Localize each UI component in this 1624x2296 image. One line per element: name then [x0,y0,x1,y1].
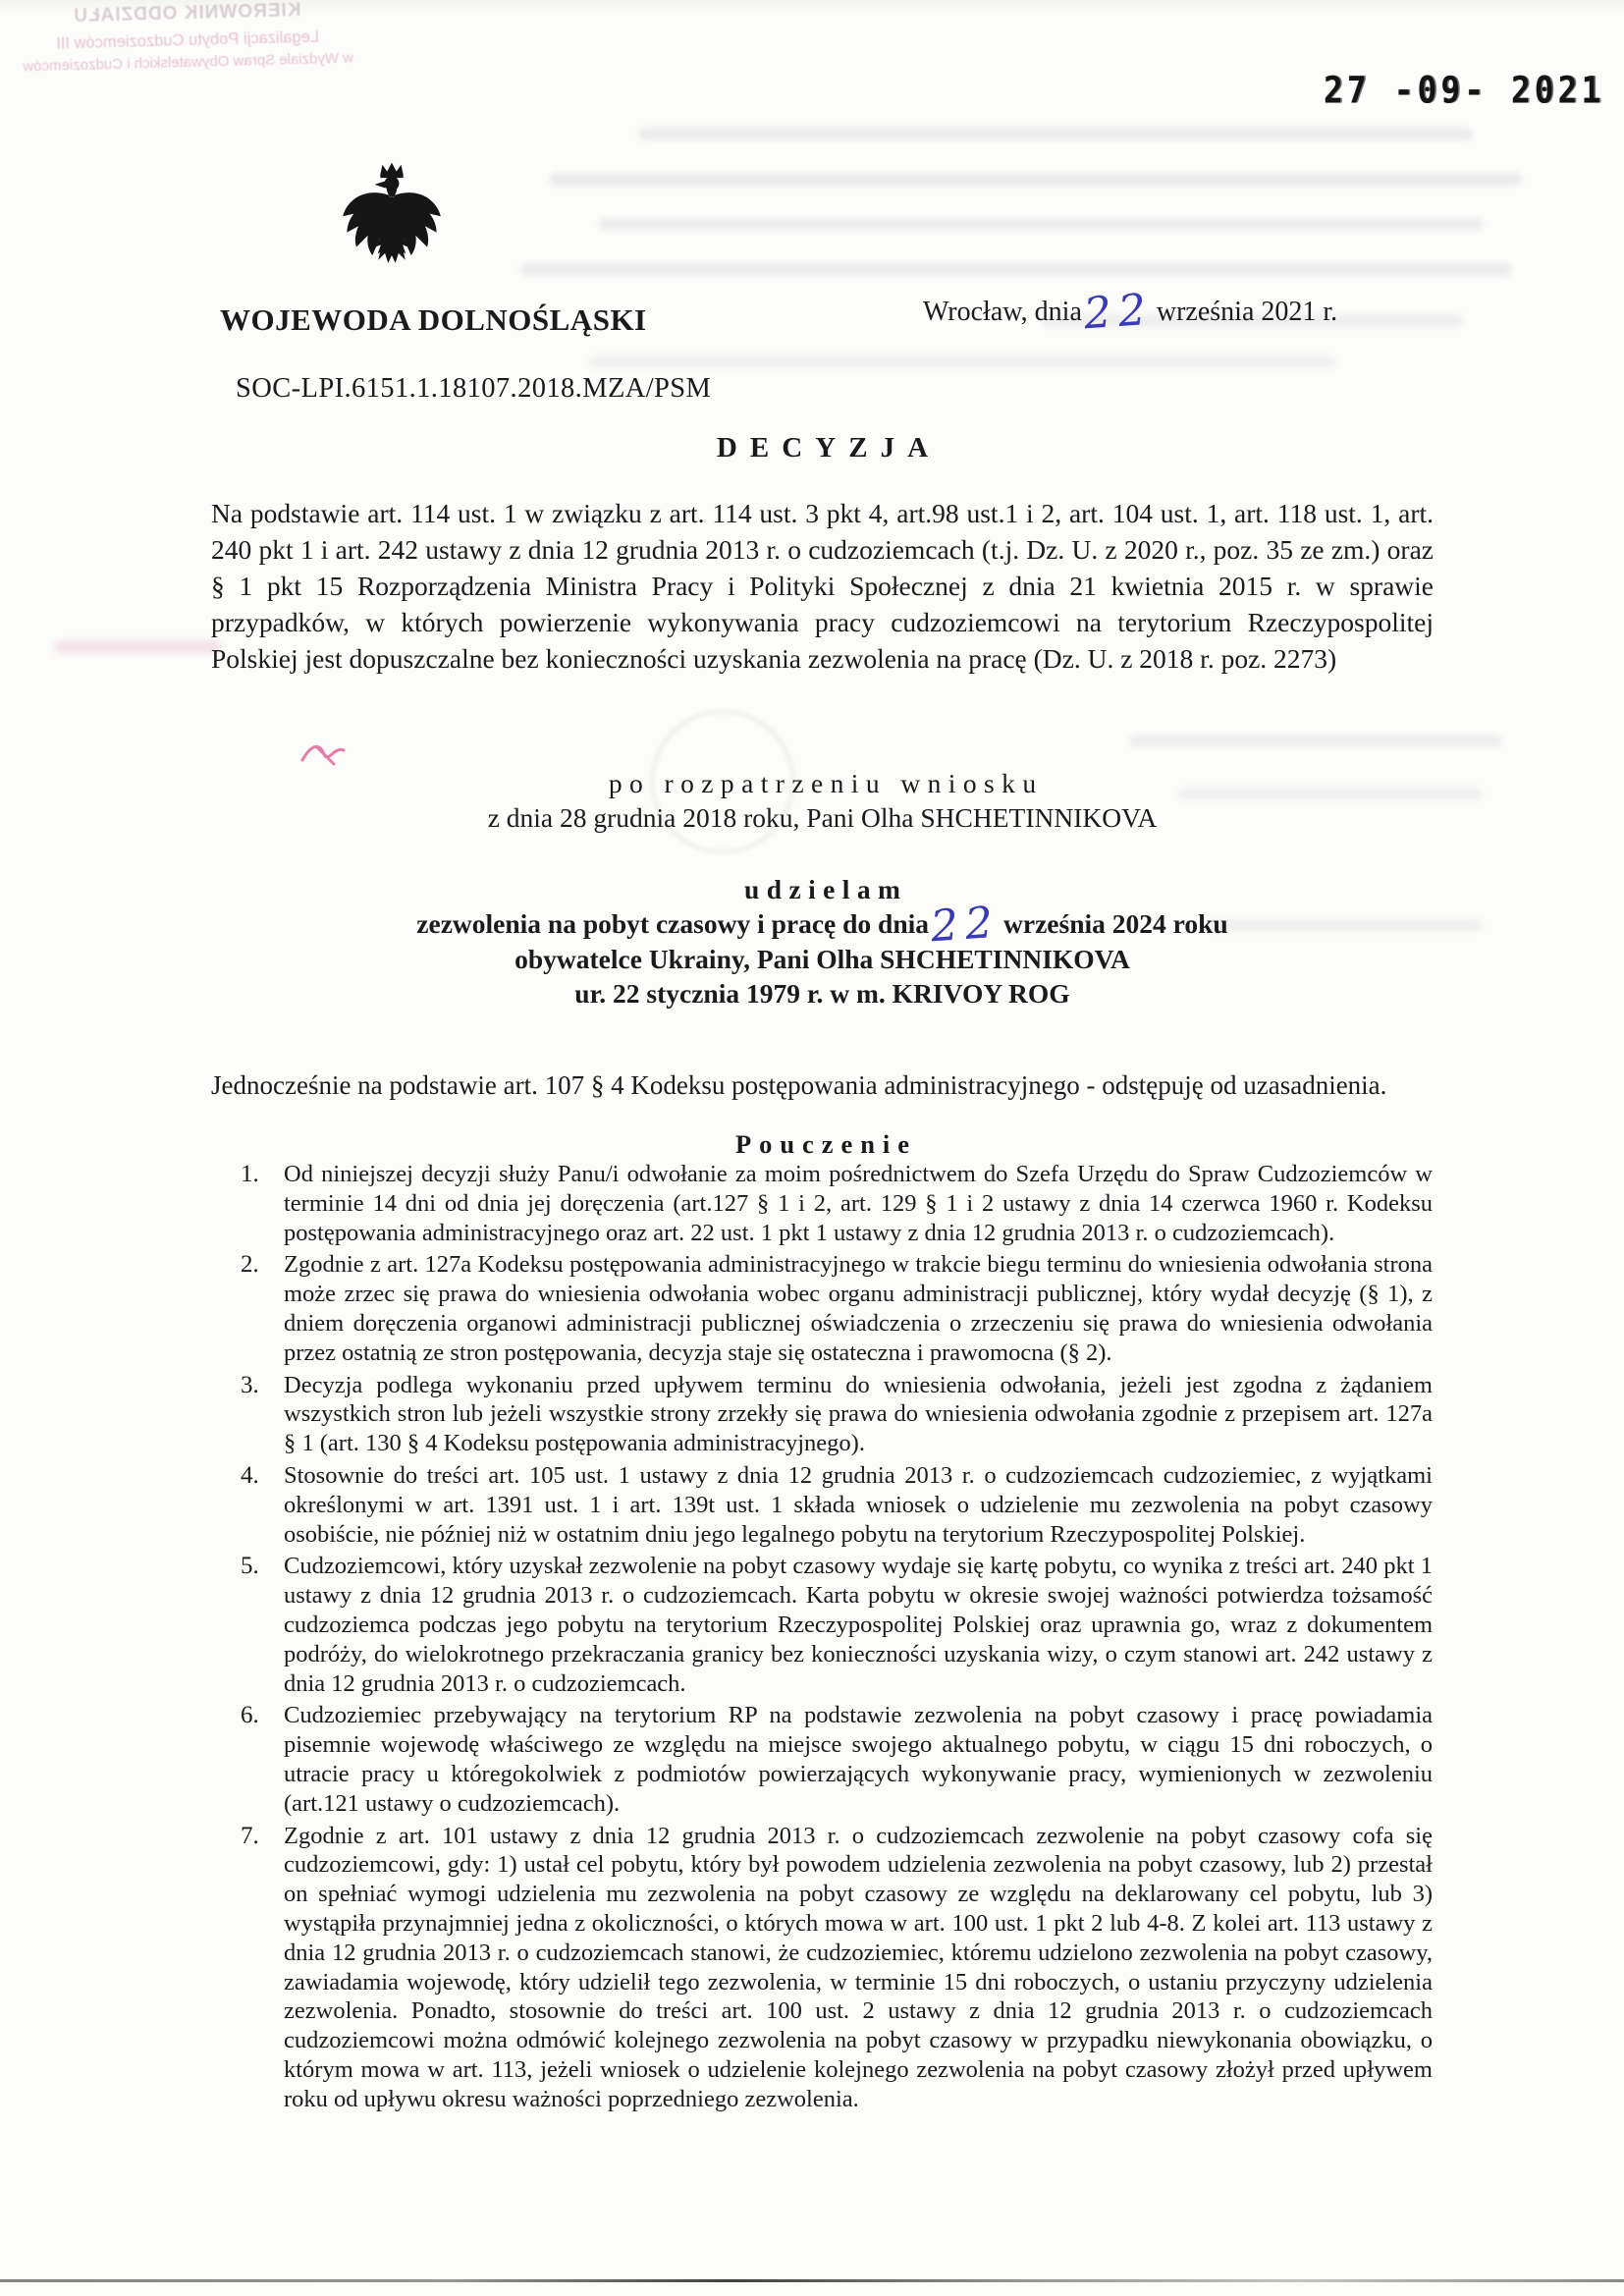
date-received-stamp: 27 -09- 2021 [1324,68,1605,112]
instruction-item: Zgodnie z art. 127a Kodeksu postępowania administracyjnego w trakcie biegu terminu do wniesienia odwołania strona może zrzec się prawa do wniesienia odwołania wobec organu administracji publicznej, który wydał decyzję (§ 1), z dniem doręczenia organowi administracji publicznej oświadczenia o zrzeczeniu się prawa do wniesienia odwołania przez ostatnią ze stron postępowania, decyzja staje się ostateczna i prawomocna (§ 2). [284,1251,1433,1366]
bleedthrough-pink-fragment [54,640,221,654]
grant-line-birth: ur. 22 stycznia 1979 r. w m. KRIVOY ROG [574,978,1070,1009]
legal-basis-paragraph: Na podstawie art. 114 ust. 1 w związku z art. 114 ust. 3 pkt 4, art.98 ust.1 i 2, art. 104 ust. 1, art. 118 ust. 1, art. 240 pkt 1 i art. 242 ustawy z dnia 12 grudnia 2013 r. o cudzoziemcach (t.j. Dz. U. z 2020 r., poz. 35 ze zm.) oraz § 1 pkt 15 Rozporządzenia Ministra Pracy i Polityki Społecznej z dnia 21 kwietnia 2015 r. w sprawie przypadków, w których powierzenie wykonywania pracy cudzoziemcowi na terytorium Rzeczypospolitej Polskiej jest dopuszczalne bez konieczności uzyskania zezwolenia na pracę (Dz. U. z 2018 r. poz. 2273) [211,498,1434,674]
instruction-heading: Pouczenie [735,1129,917,1159]
polish-eagle-emblem-icon [340,155,444,287]
bleedthrough-stamp-line: KIEROWNIK ODDZIAŁU [73,0,301,27]
eagle-crown [380,163,403,175]
handwritten-day-expiry: 22 [929,897,1001,953]
grant-heading: udzielam [744,874,908,904]
grant-line-permit [211,897,1434,953]
grant-prefix: zezwolenia na pobyt czasowy i pracę do dnia [416,908,930,939]
bleedthrough-line [589,355,1335,368]
bleedthrough-stamp-line: Legalizacji Pobytu Cudzoziemców III [55,27,320,53]
grant-suffix: września 2024 roku [1003,908,1228,939]
issuing-authority: WOJEWODA DOLNOŚLĄSKI [220,302,647,337]
scan-artifact-line [0,2279,1624,2282]
bleedthrough-line [1129,735,1502,747]
bleedthrough-line [550,173,1522,186]
instruction-list [239,1160,1433,2117]
instruction-item: Cudzoziemcowi, który uzyskał zezwolenie na pobyt czasowy wydaje się kartę pobytu, co wynika z treści art. 240 pkt 1 ustawy z dnia 12 grudnia 2013 r. o cudzoziemcach. Karta pobytu w okresie swojej ważności potwierdza tożsamość cudzoziemca podczas jego pobytu na terytorium Rzeczypospolitej Polskiej oraz uprawnia go, wraz z dokumentem podróży, do wielokrotnego przekraczania granicy bez konieczności uzyskania wizy, o czym stanowi art. 242 ustawy z dnia 12 grudnia 2013 r. o cudzoziemcach. [284,1553,1433,1697]
place-and-date-line [923,284,1338,340]
bleedthrough-stamp-line: w Wydziale Spraw Obywatelskich i Cudzoziemców [23,49,354,76]
after-review-line: po rozpatrzeniu wniosku [608,768,1044,798]
bleedthrough-line [599,218,1483,231]
justification-waiver: Jednocześnie na podstawie art. 107 § 4 Kodeksu postępowania administracyjnego - odstępuję od uzasadnienia. [211,1070,1387,1100]
instruction-item: Decyzja podlega wykonaniu przed upływem terminu do wniesienia odwołania, jeżeli jest zgodna z żądaniem wszystkich stron lub jeżeli wszystkie strony zrzekły się prawa do wniesienia odwołania zgodnie z przepisem art. 127a § 1 (art. 130 § 4 Kodeksu postępowania administracyjnego). [284,1371,1433,1457]
decision-title: DECYZJA [716,432,942,464]
bleedthrough-line [638,128,1473,140]
bleedthrough-line [520,263,1512,276]
grant-line-citizen: obywatelce Ukrainy, Pani Olha SHCHETINNIKOVA [514,944,1130,974]
instruction-item: Cudzoziemiec przebywający na terytorium RP na podstawie zezwolenia na pobyt czasowy i pracę powiadamia pisemnie wojewodę właściwego ze względu na miejsce swojego aktualnego pobytu, w ciągu 15 dni roboczych, o utracie pracy u któregokolwiek z podmiotów powierzających wykonywanie pracy, wymienionych w zezwoleniu (art.121 ustawy o cudzoziemcach). [284,1702,1433,1817]
instruction-item: Stosownie do treści art. 105 ust. 1 ustawy z dnia 12 grudnia 2013 r. o cudzoziemcach cudzoziemiec, z wyjątkami określonymi w art. 1391 ust. 1 i art. 139t ust. 1 składa wniosek o udzielenie mu zezwolenia na pobyt czasowy osobiście, nie później niż w ostatnim dniu jego legalnego pobytu na terytorium Rzeczypospolitej Polskiej. [284,1461,1433,1548]
eagle-beak [375,181,386,188]
instruction-item: Zgodnie z art. 101 ustawy z dnia 12 grudnia 2013 r. o cudzoziemcach zezwolenie na pobyt czasowy cofa się cudzoziemcowi, gdy: 1) ustał cel pobytu, który był powodem udzielenia zezwolenia na pobyt czasowy, lub 2) przestał on spełniać wymogi udzielenia mu zezwolenia na pobyt czasowy ze względu na deklarowany cel pobytu, lub 3) wystąpiła przynajmniej jedna z okoliczności, o których mowa w art. 100 ust. 1 pkt 2 lub 4-8. Z kolei art. 113 ustawy z dnia 12 grudnia 2013 r. o cudzoziemcach stanowi, że cudzoziemiec, któremu udzielono zezwolenia na pobyt czasowy, zawiadamia wojewodę, który udzielił tego zezwolenia, w terminie 15 dni roboczych, o ustaniu przyczyny udzielenia zezwolenia. Ponadto, stosownie do treści art. 100 ust. 2 ustawy z dnia 12 grudnia 2013 r. o cudzoziemcach cudzoziemcowi można odmówić kolejnego zezwolenia na pobyt czasowy w przypadku niewykonania obowiązku, o którym mowa w art. 113, jeżeli wniosek o udzielenie kolejnego zezwolenia na pobyt czasowy złożył przed upływem roku od upływu okresu ważności poprzedniego zezwolenia. [284,1822,1433,2112]
case-number: SOC-LPI.6151.1.18107.2018.MZA/PSM [236,373,712,404]
bleedthrough-office-stamp [0,0,376,80]
instruction-item: Od niniejszej decyzji służy Panu/i odwołanie za moim pośrednictwem do Szefa Urzędu do Spraw Cudzoziemców w terminie 14 dni od dnia jej doręczenia (art.127 § 1 i 2, art. 129 § 1 i 2 ustawy z dnia 14 czerwca 1960 r. Kodeksu postępowania administracyjnego oraz art. 22 ust. 1 pkt 1 ustawy z dnia 12 grudnia 2013 r. o cudzoziemcach). [284,1161,1433,1246]
handwritten-day: 22 [1082,284,1155,340]
bleedthrough-region [0,0,1624,75]
application-date-line: z dnia 28 grudnia 2018 roku, Pani Olha SHCHETINNIKOVA [487,802,1158,833]
place-date-suffix: września 2021 r. [1156,297,1338,327]
eagle-body [382,196,402,234]
place-date-prefix: Wrocław, dnia [923,297,1082,327]
